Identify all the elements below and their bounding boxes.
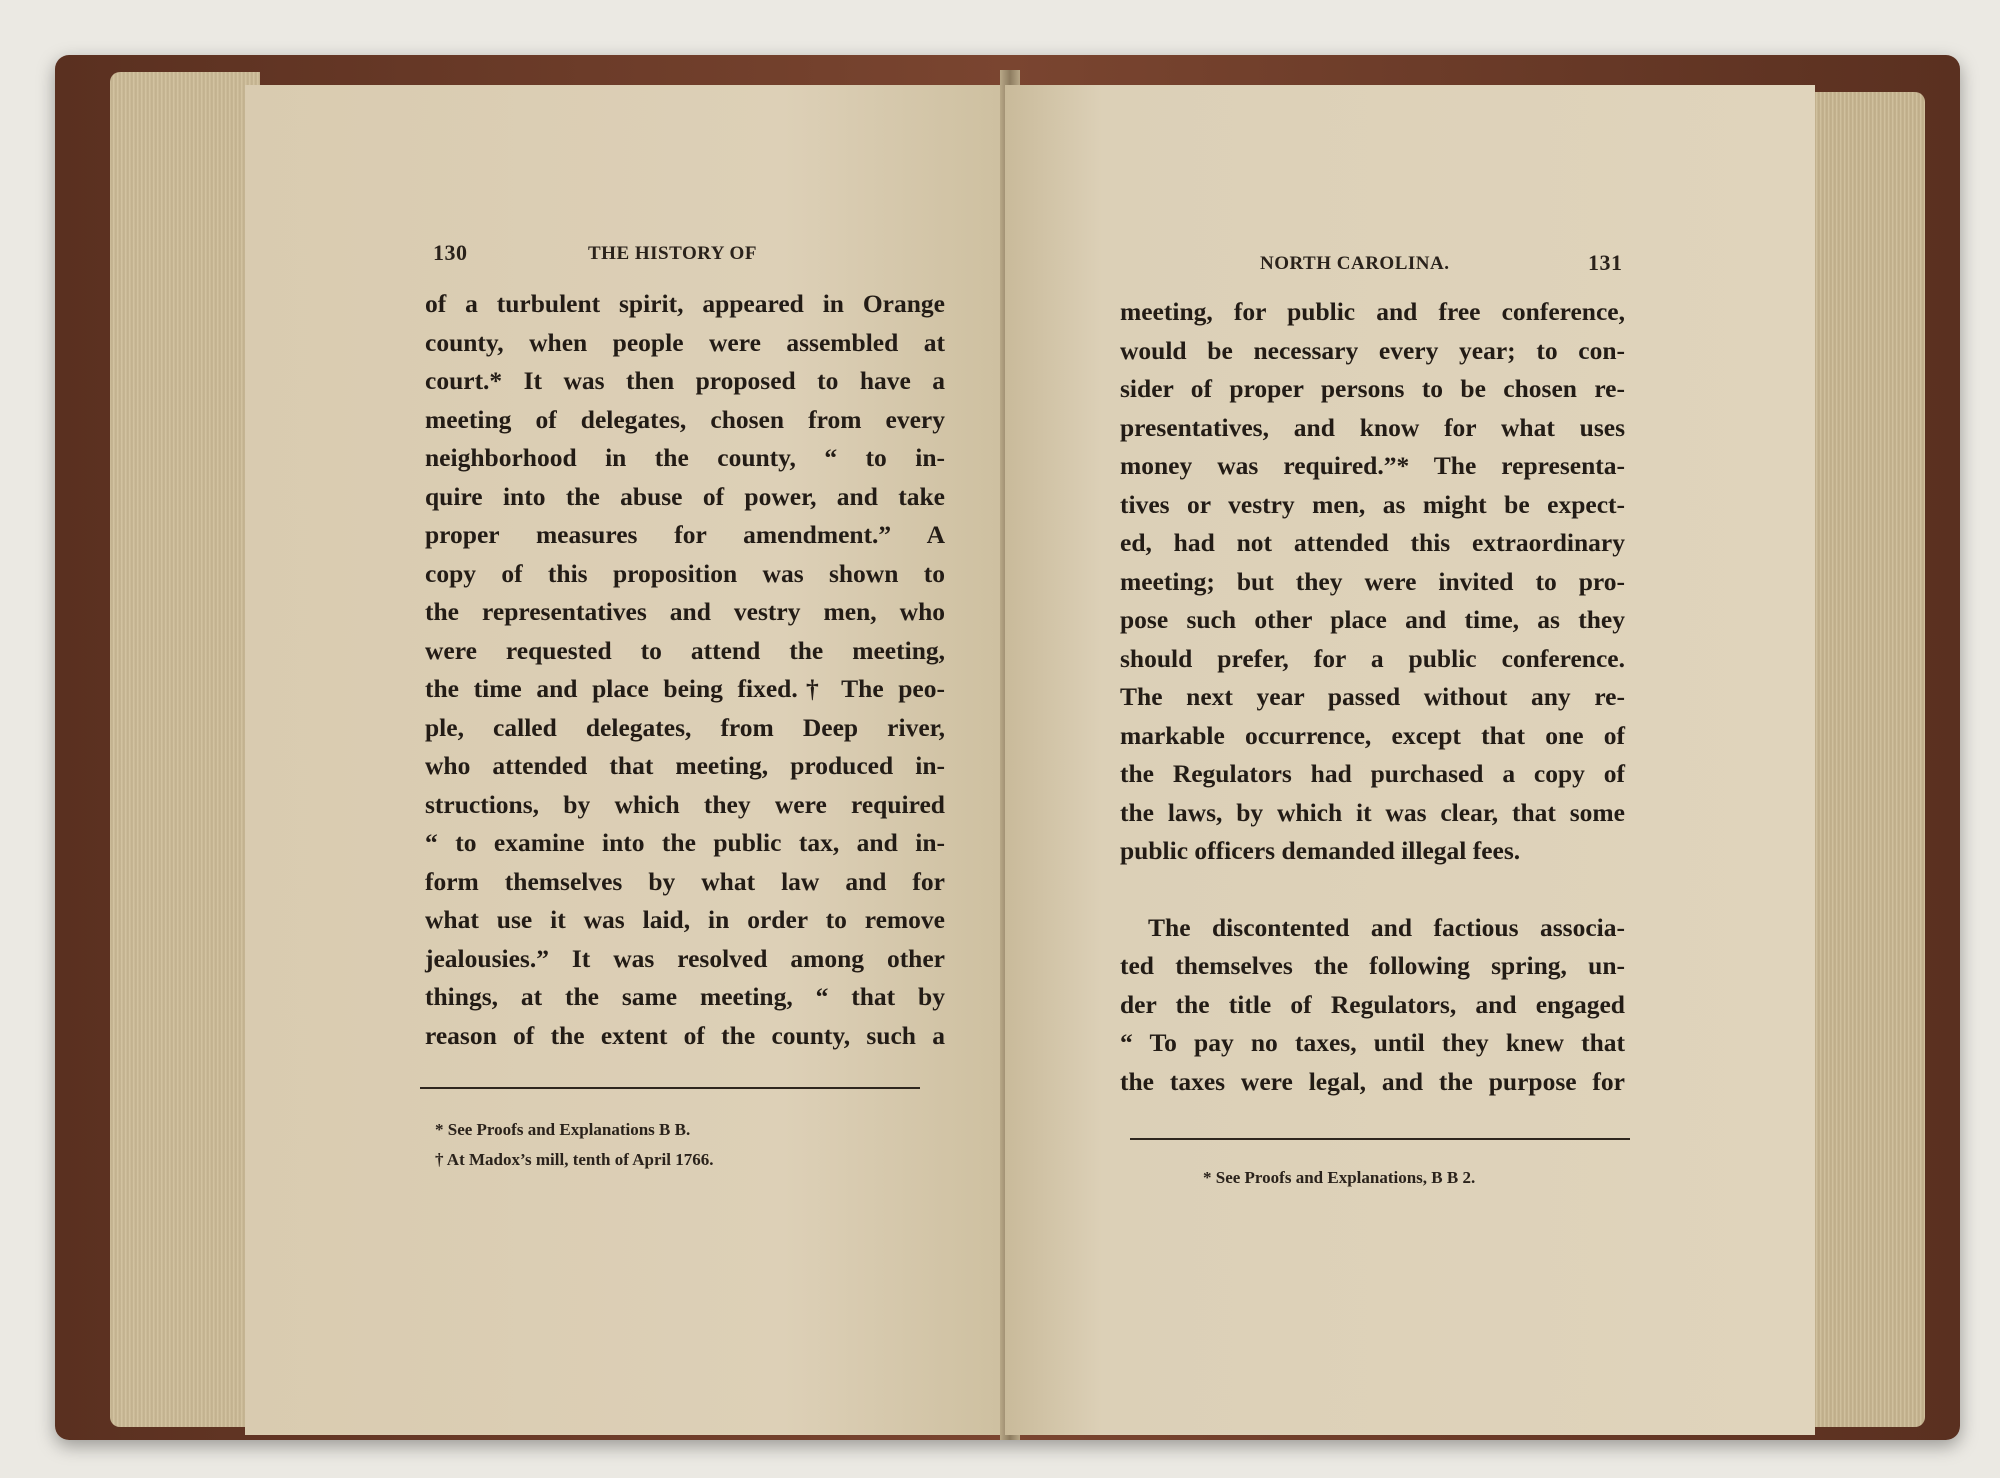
footnotes-left: [435, 1115, 713, 1175]
text-line: the Regulators had purchased a copy of: [1120, 759, 1625, 788]
text-line: of a turbulent spirit, appeared in Orange: [425, 289, 945, 318]
footnote: * See Proofs and Explanations B B.: [435, 1120, 691, 1139]
text-line: The discontented and factious associa-: [1148, 912, 1625, 942]
left-body-text: [425, 285, 945, 1055]
footnotes-right: [1203, 1163, 1475, 1193]
text-line: structions, by which they were required: [425, 789, 945, 819]
running-head-left: THE HISTORY OF: [588, 243, 757, 264]
text-line: “ To pay no taxes, until they knew that: [1120, 1028, 1625, 1057]
text-line: the laws, by which it was clear, that some: [1120, 797, 1625, 827]
text-line: public officers demanded illegal fees.: [1120, 836, 1521, 865]
text-line: sider of proper persons to be chosen re-: [1120, 374, 1625, 403]
text-line: things, at the same meeting, “ that by: [425, 982, 945, 1011]
text-line: tives or vestry men, as might be expect-: [1120, 489, 1625, 519]
text-line: jealousies.” It was resolved among other: [425, 943, 945, 973]
text-line: meeting; but they were invited to pro-: [1120, 566, 1625, 596]
page-number-left: 130: [433, 240, 468, 265]
text-line: quire into the abuse of power, and take: [425, 481, 945, 511]
text-line: the representatives and vestry men, who: [425, 597, 945, 626]
text-line: county, when people were assembled at: [425, 327, 945, 357]
left-page: [245, 85, 1015, 1435]
footnote: * See Proofs and Explanations, B B 2.: [1203, 1168, 1476, 1187]
text-line: court.* It was then proposed to have a: [425, 366, 945, 395]
text-line: pose such other place and time, as they: [1120, 605, 1625, 634]
text-line: presentatives, and know for what uses: [1120, 412, 1625, 442]
text-line: markable occurrence, except that one of: [1120, 720, 1625, 750]
text-line: what use it was laid, in order to remove: [425, 905, 945, 934]
footnote: † At Madox’s mill, tenth of April 1766.: [435, 1150, 714, 1169]
text-line: ted themselves the following spring, un-: [1120, 951, 1625, 980]
text-line: neighborhood in the county, “ to in-: [425, 443, 945, 472]
text-line: copy of this proposition was shown to: [425, 558, 945, 588]
text-line: would be necessary every year; to con-: [1120, 335, 1625, 365]
text-line: the time and place being fixed.† The peo-: [425, 674, 945, 703]
running-head-right: NORTH CAROLINA.: [1260, 253, 1450, 274]
page-number-right: 131: [1588, 250, 1623, 275]
text-line: ple, called delegates, from Deep river,: [425, 712, 945, 742]
text-line: meeting of delegates, chosen from every: [425, 404, 945, 434]
text-line: reason of the extent of the county, such a: [425, 1020, 945, 1050]
text-line: should prefer, for a public conference.: [1120, 643, 1625, 673]
right-page: [1005, 85, 1815, 1435]
text-line: the taxes were legal, and the purpose for: [1120, 1066, 1625, 1096]
text-line: ed, had not attended this extraordinary: [1120, 528, 1625, 557]
footnote-rule-left: [420, 1087, 920, 1089]
text-line: were requested to attend the meeting,: [425, 635, 945, 665]
right-page-edges: [1805, 92, 1925, 1427]
text-line: meeting, for public and free conference,: [1120, 297, 1625, 326]
text-line: “ to examine into the public tax, and in-: [425, 828, 945, 857]
left-page-edges: [110, 72, 260, 1427]
text-line: money was required.”* The representa-: [1120, 451, 1625, 480]
text-line: der the title of Regulators, and engaged: [1120, 989, 1625, 1019]
text-line: The next year passed without any re-: [1120, 682, 1625, 711]
text-line: proper measures for amendment.” A: [425, 520, 945, 549]
text-line: who attended that meeting, produced in-: [425, 751, 945, 780]
footnote-rule-right: [1130, 1138, 1630, 1140]
text-line: form themselves by what law and for: [425, 866, 945, 896]
right-body-text: [1120, 293, 1625, 1101]
